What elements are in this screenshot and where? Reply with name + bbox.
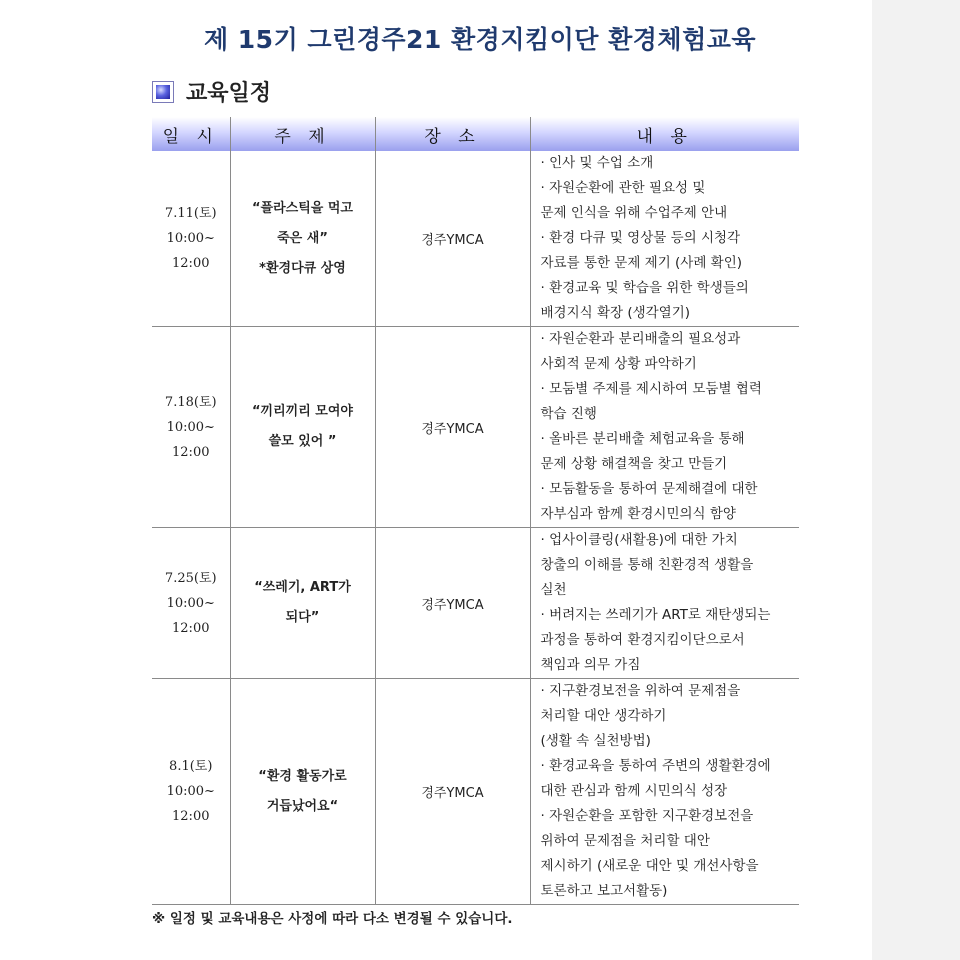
- time-start: 10:00~: [166, 595, 215, 611]
- topic-cell: [230, 679, 375, 905]
- content-cell: [530, 327, 799, 528]
- schedule-table: [152, 117, 799, 905]
- content-line: · 환경 다큐 및 영상물 등의 시청각: [540, 230, 741, 246]
- date-cell: [152, 151, 230, 327]
- content-line: · 자원순환과 분리배출의 필요성과: [540, 331, 741, 347]
- place-cell: 경주YMCA: [375, 151, 530, 327]
- topic-line: “환경 활동가로: [258, 768, 347, 784]
- topic-line: 거듭났어요“: [266, 798, 339, 814]
- content-cell: [530, 528, 799, 679]
- content-line: 학습 진행: [540, 406, 597, 422]
- date-cell: [152, 327, 230, 528]
- content-line: · 업사이클링(새활용)에 대한 가치: [540, 532, 738, 548]
- header-topic: 주 제: [230, 117, 375, 151]
- topic-cell: [230, 327, 375, 528]
- content-line: 책임과 의무 가짐: [540, 657, 641, 673]
- content-line: 제시하기 (새로운 대안 및 개선사항을: [540, 858, 759, 874]
- time-start: 10:00~: [166, 231, 215, 246]
- time-start: 10:00~: [166, 784, 215, 799]
- content-line: · 자원순환을 포함한 지구환경보전을: [540, 808, 754, 824]
- schedule-change-note: ※ 일정 및 교육내용은 사정에 따라 다소 변경될 수 있습니다.: [152, 911, 513, 927]
- content-line: 문제 인식을 위해 수업주제 안내: [540, 205, 728, 221]
- content-line: 과정을 통하여 환경지킴이단으로서: [540, 632, 745, 648]
- content-line: 배경지식 확장 (생각열기): [540, 305, 691, 321]
- content-line: 대한 관심과 함께 시민의식 성장: [540, 783, 728, 799]
- header-date: 일 시: [152, 117, 230, 151]
- topic-line: 쓸모 있어 ”: [268, 434, 337, 449]
- topic-line: 죽은 새”: [277, 230, 328, 246]
- header-content: 내 용: [530, 117, 799, 151]
- table-row: [152, 151, 799, 327]
- table-row: [152, 528, 799, 679]
- content-line: · 지구환경보전을 위하여 문제점을: [540, 683, 741, 699]
- content-line: 사회적 문제 상황 파악하기: [540, 356, 697, 372]
- content-line: (생활 속 실천방법): [540, 733, 651, 749]
- topic-line: “플라스틱을 먹고: [252, 200, 353, 216]
- date-cell: [152, 679, 230, 905]
- date-text: 7.25(토): [164, 570, 217, 586]
- content-line: 자부심과 함께 환경시민의식 함양: [540, 506, 736, 522]
- content-line: · 버려지는 쓰레기가 ART로 재탄생되는: [540, 607, 771, 623]
- section-title: 교육일정: [186, 81, 272, 106]
- content-line: 토론하고 보고서활동): [540, 883, 668, 899]
- content-line: 문제 상황 해결책을 찾고 만들기: [540, 456, 728, 472]
- date-text: 7.18(토): [164, 394, 217, 410]
- topic-line: “끼리끼리 모여야: [252, 404, 353, 419]
- content-line: · 모둠별 주제를 제시하여 모둠별 협력: [540, 381, 762, 397]
- content-line: 실천: [540, 582, 567, 598]
- place-cell: 경주YMCA: [375, 679, 530, 905]
- place-cell: 경주YMCA: [375, 327, 530, 528]
- content-line: 처리할 대안 생각하기: [540, 708, 667, 724]
- topic-line: 되다”: [285, 610, 320, 625]
- content-line: · 모둠활동을 통하여 문제해결에 대한: [540, 481, 758, 497]
- date-cell: [152, 528, 230, 679]
- right-margin-strip: [872, 0, 960, 960]
- content-line: · 환경교육 및 학습을 위한 학생들의: [540, 280, 749, 296]
- time-end: 12:00: [172, 620, 210, 636]
- content-line: 위하여 문제점을 처리할 대안: [540, 833, 710, 849]
- content-line: · 자원순환에 관한 필요성 및: [540, 180, 706, 196]
- square-bullet-icon: [152, 81, 174, 103]
- table-row: [152, 679, 799, 905]
- content-line: 창출의 이해를 통해 친환경적 생활을: [540, 557, 754, 573]
- topic-line: *환경다큐 상영: [259, 260, 346, 276]
- document-title: 제 15기 그린경주21 환경지킴이단 환경체험교육: [203, 25, 757, 54]
- table-header-row: [152, 117, 799, 151]
- content-line: · 올바른 분리배출 체험교육을 통해: [540, 431, 745, 447]
- time-end: 12:00: [172, 809, 210, 824]
- place-cell: 경주YMCA: [375, 528, 530, 679]
- topic-line: “쓰레기, ART가: [254, 580, 351, 595]
- time-end: 12:00: [172, 444, 210, 460]
- content-line: · 환경교육을 통하여 주변의 생활환경에: [540, 758, 771, 774]
- section-header: [152, 76, 271, 107]
- content-line: 자료를 통한 문제 제기 (사례 확인): [540, 255, 743, 271]
- header-place: 장 소: [375, 117, 530, 151]
- topic-cell: [230, 151, 375, 327]
- topic-cell: [230, 528, 375, 679]
- time-end: 12:00: [172, 256, 210, 271]
- content-line: · 인사 및 수업 소개: [540, 155, 654, 171]
- date-text: 8.1(토): [169, 759, 213, 774]
- time-start: 10:00~: [166, 419, 215, 435]
- table-row: [152, 327, 799, 528]
- date-text: 7.11(토): [164, 206, 217, 221]
- content-cell: [530, 679, 799, 905]
- content-cell: [530, 151, 799, 327]
